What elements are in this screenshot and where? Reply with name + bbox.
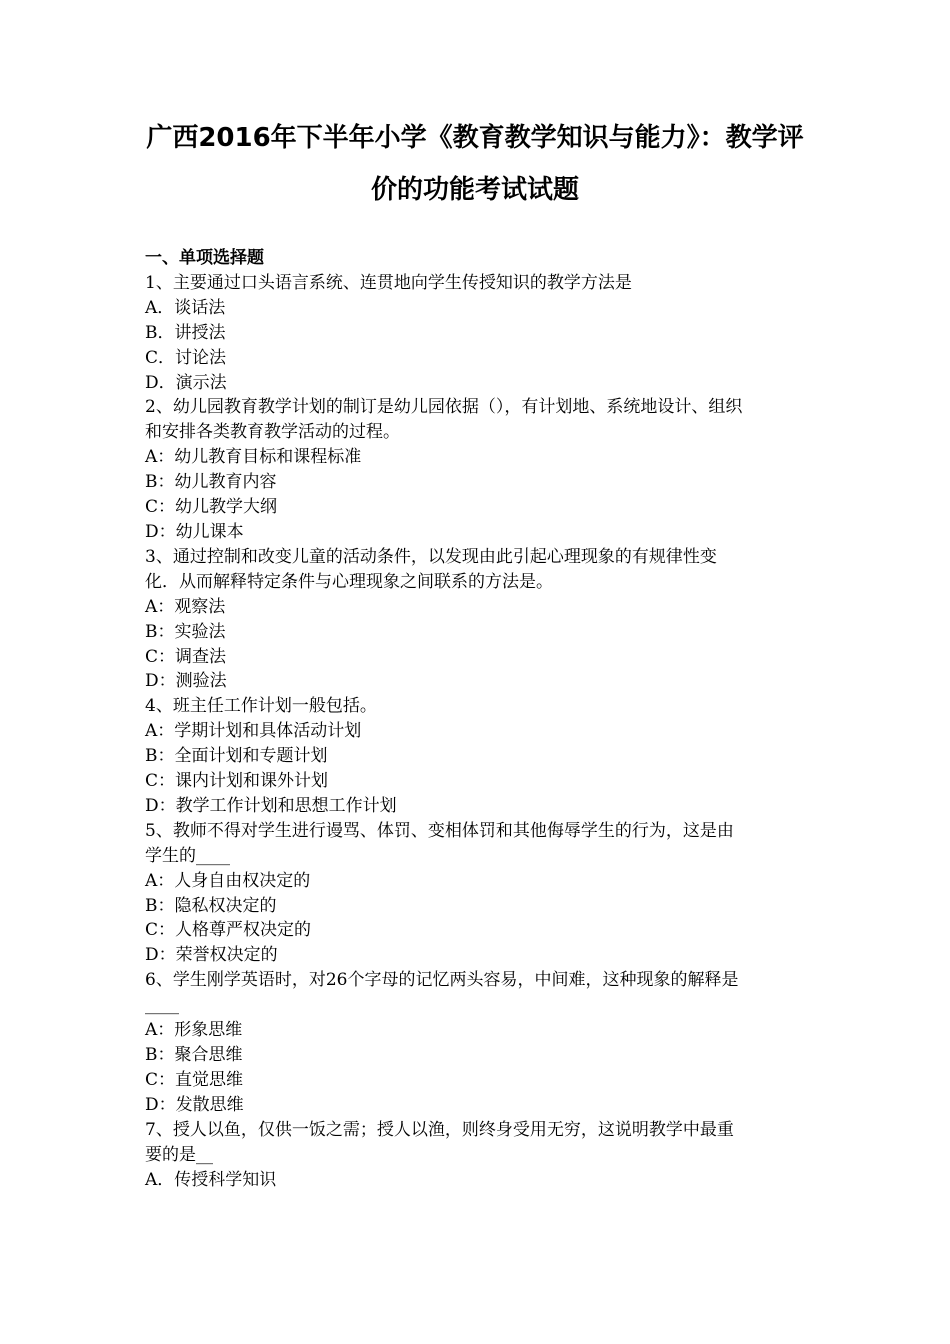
question-1 xyxy=(145,271,815,396)
question-text: 3、通过控制和改变儿童的活动条件，以发现由此引起心理现象的有规律性变 xyxy=(145,546,717,567)
option-a: A：学期计划和具体活动计划 xyxy=(145,721,362,742)
question-text: 4、班主任工作计划一般包括。 xyxy=(145,696,377,717)
question-7 xyxy=(145,1118,815,1193)
option-b: B：全面计划和专题计划 xyxy=(145,746,328,767)
question-text: 5、教师不得对学生进行谩骂、体罚、变相体罚和其他侮辱学生的行为，这是由 xyxy=(145,820,734,841)
option-b: B．讲授法 xyxy=(145,322,226,343)
option-a: A：观察法 xyxy=(145,596,226,617)
question-4 xyxy=(145,694,815,819)
question-text: 6、学生刚学英语时，对26个字母的记忆两头容易，中间难，这种现象的解释是 xyxy=(145,970,739,991)
option-c: C：直觉思维 xyxy=(145,1069,244,1090)
question-text-cont: 学生的____ xyxy=(145,845,230,866)
option-a: A．谈话法 xyxy=(145,297,226,318)
option-b: B：聚合思维 xyxy=(145,1045,243,1065)
title-line-2: 价的功能考试试题 xyxy=(370,175,579,205)
option-list xyxy=(145,445,815,545)
option-b: B：实验法 xyxy=(145,621,226,642)
section-heading: 一、单项选择题 xyxy=(145,248,264,268)
option-c: C：人格尊严权决定的 xyxy=(145,920,312,941)
question-text: 1、主要通过口头语言系统、连贯地向学生传授知识的教学方法是 xyxy=(145,272,632,293)
option-list xyxy=(145,296,815,396)
option-list xyxy=(145,595,815,695)
option-d: D：幼儿课本 xyxy=(145,521,244,542)
option-d: D：教学工作计划和思想工作计划 xyxy=(145,795,397,816)
option-list xyxy=(145,869,815,969)
option-a: A．传授科学知识 xyxy=(145,1169,277,1190)
question-text: 7、授人以鱼，仅供一饭之需；授人以渔，则终身受用无穷，这说明教学中最重 xyxy=(145,1119,734,1140)
question-text-cont: 和安排各类教育教学活动的过程。 xyxy=(145,422,400,443)
option-a: A：形象思维 xyxy=(145,1020,243,1041)
option-b: B：幼儿教育内容 xyxy=(145,472,277,493)
document-title xyxy=(100,112,850,216)
option-list xyxy=(145,1018,815,1118)
option-list xyxy=(145,1168,815,1193)
option-d: D：荣誉权决定的 xyxy=(145,945,278,966)
question-2 xyxy=(145,395,815,544)
option-d: D：测验法 xyxy=(145,671,227,692)
option-list xyxy=(145,719,815,819)
question-5 xyxy=(145,819,815,968)
option-b: B：隐私权决定的 xyxy=(145,895,277,916)
question-3 xyxy=(145,545,815,694)
option-c: C．讨论法 xyxy=(145,347,227,368)
question-text-cont: 要的是__ xyxy=(145,1144,213,1165)
question-text-cont: 化．从而解释特定条件与心理现象之间联系的方法是。 xyxy=(145,571,553,592)
document-body xyxy=(145,246,815,1192)
option-d: D：发散思维 xyxy=(145,1094,244,1115)
title-line-1: 广西2016年下半年小学《教育教学知识与能力》：教学评 xyxy=(146,123,804,153)
question-text-cont: ____ xyxy=(145,995,179,1016)
question-text: 2、幼儿园教育教学计划的制订是幼儿园依据（），有计划地、系统地设计、组织 xyxy=(145,397,743,418)
option-a: A：幼儿教育目标和课程标准 xyxy=(145,447,362,468)
option-c: C：调查法 xyxy=(145,646,227,667)
option-c: C：课内计划和课外计划 xyxy=(145,771,329,792)
question-6 xyxy=(145,968,815,1117)
option-a: A：人身自由权决定的 xyxy=(145,870,311,891)
option-d: D．演示法 xyxy=(145,372,227,393)
option-c: C：幼儿教学大纲 xyxy=(145,497,278,518)
